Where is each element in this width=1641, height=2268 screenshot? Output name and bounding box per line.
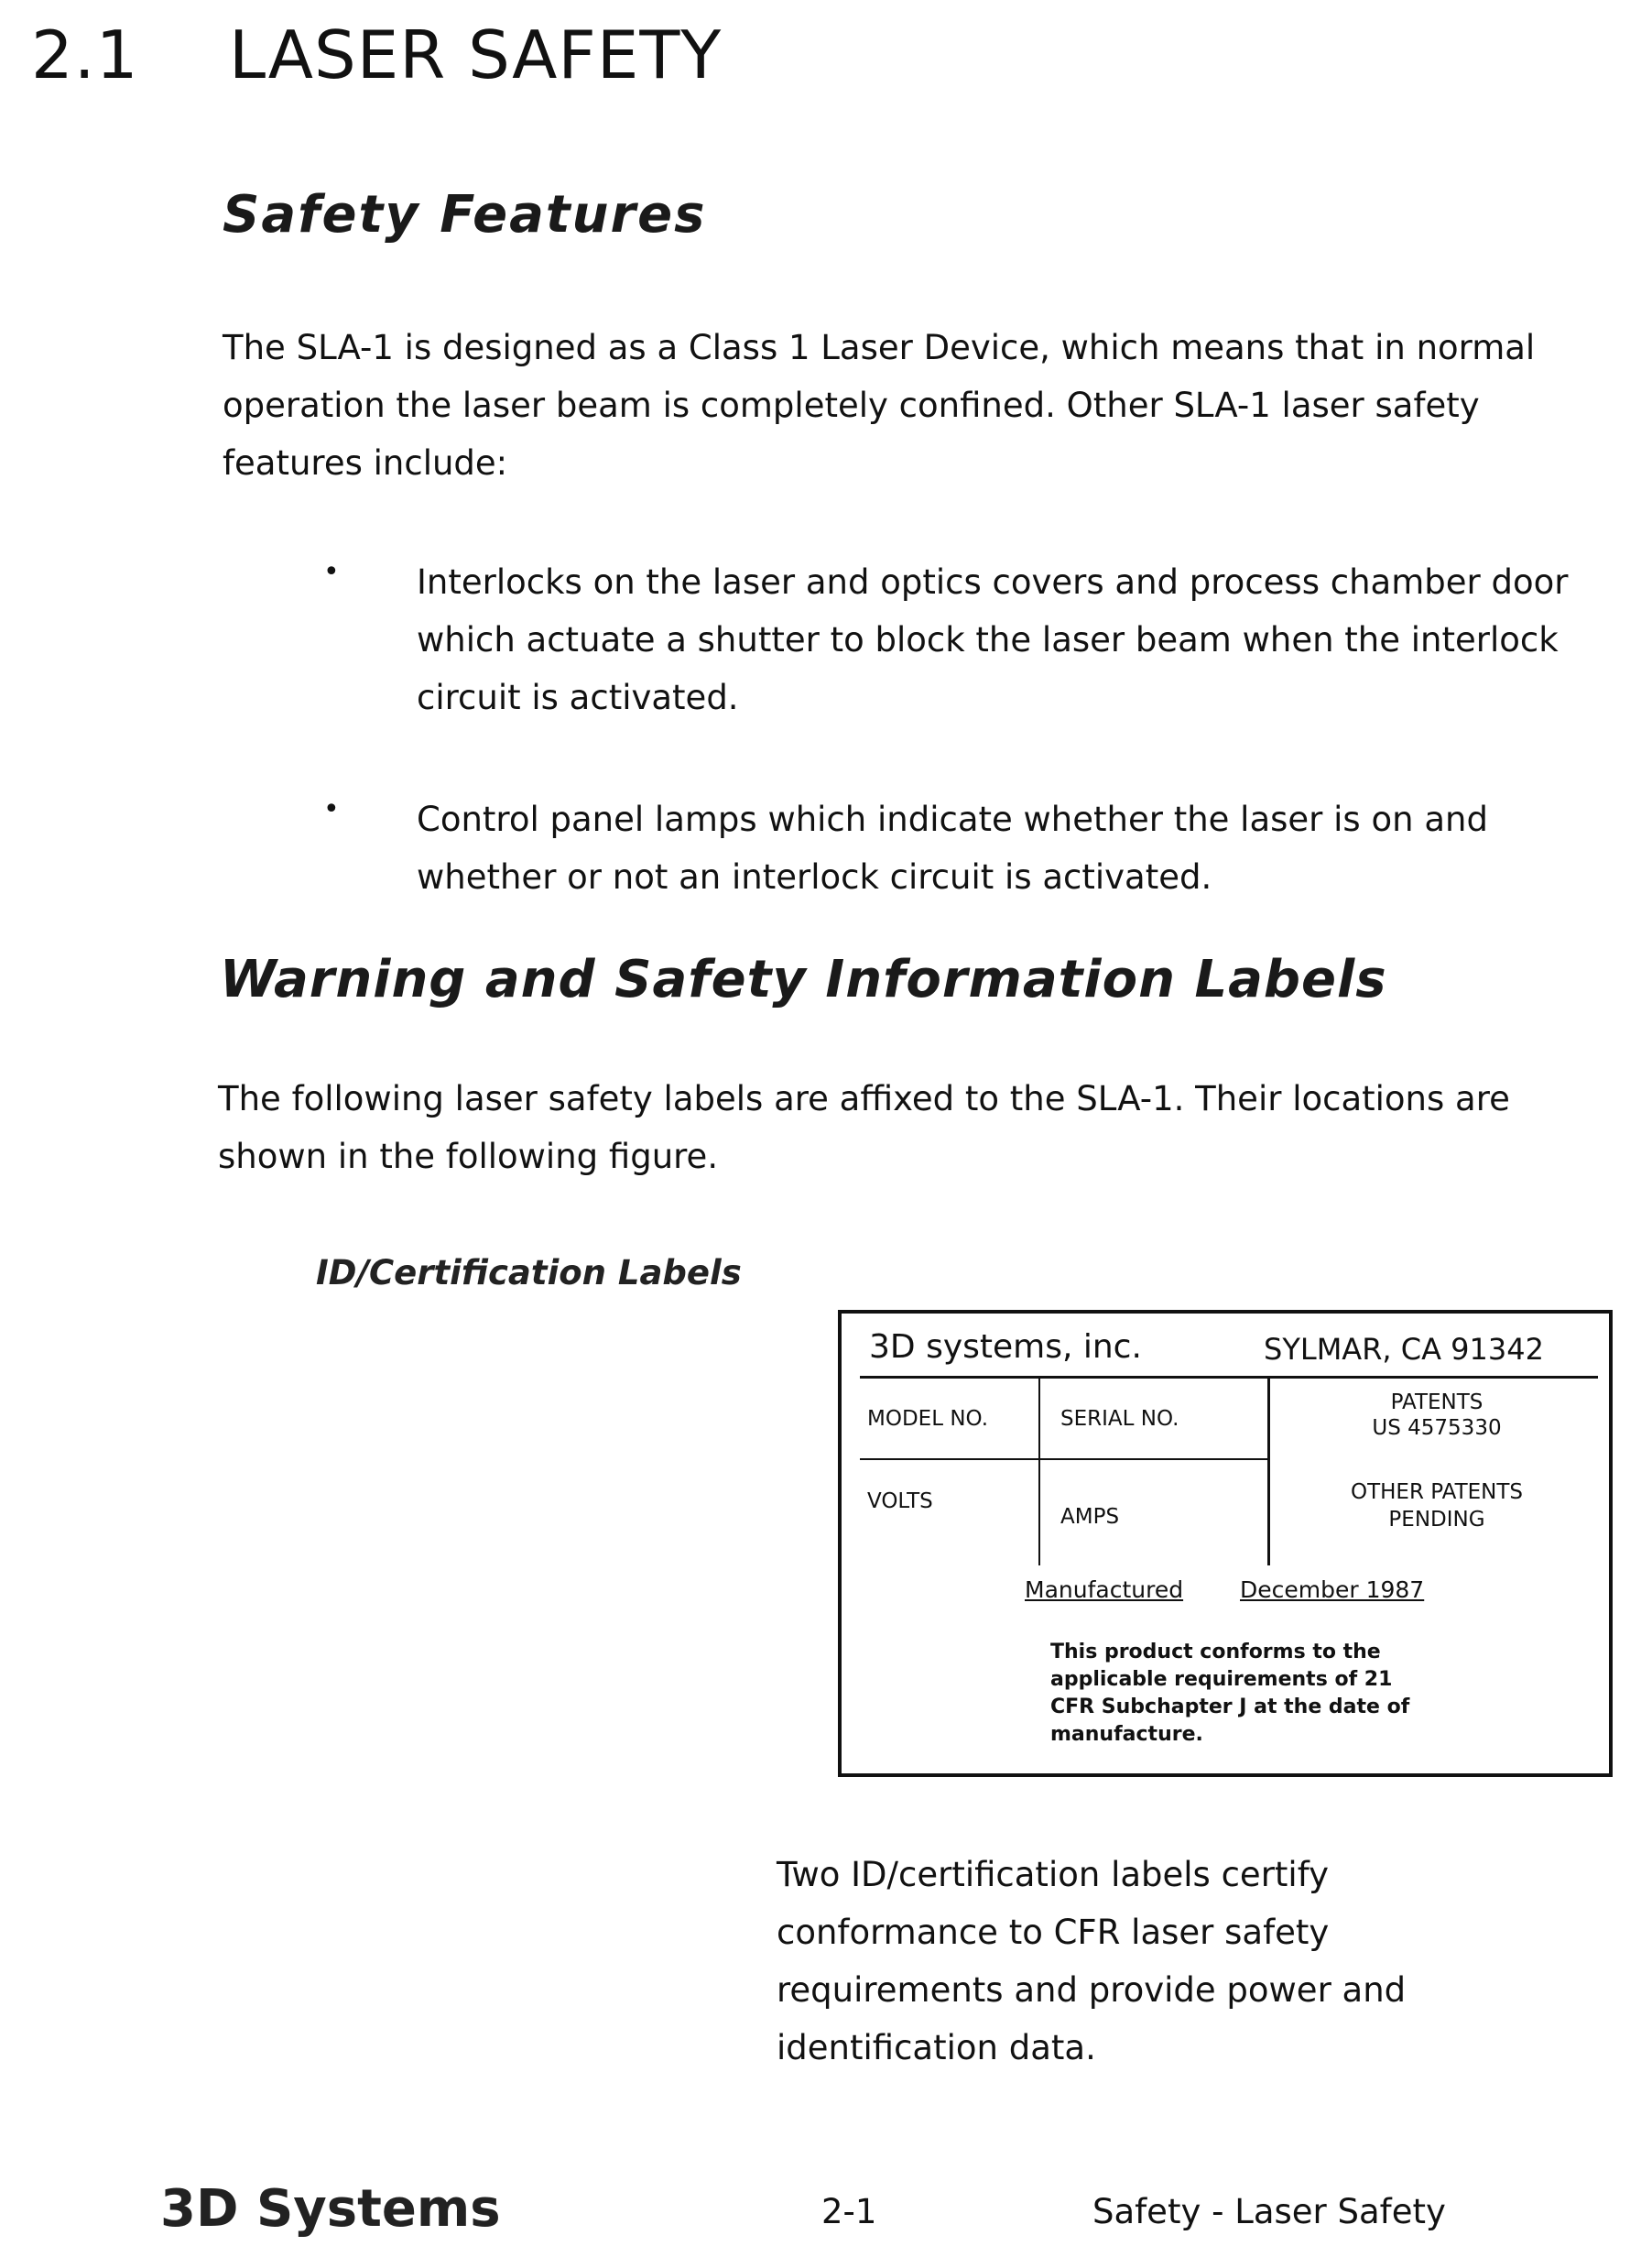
label-serial-no: SERIAL NO. <box>1060 1405 1179 1433</box>
label-patents: PATENTS <box>1290 1389 1583 1416</box>
section-title: LASER SAFETY <box>229 9 722 101</box>
section-number: 2.1 <box>31 9 139 101</box>
label-divider-vert-2 <box>1267 1378 1270 1565</box>
label-conformance-statement: This product conforms to the applicable requirements of 21 CFR Subchapter J at the date of manufacture. <box>1050 1639 1435 1749</box>
footer-section-name: Safety - Laser Safety <box>1092 2185 1446 2240</box>
label-address: SYLMAR, CA 91342 <box>1264 1326 1544 1372</box>
label-manufacture-date: December 1987 <box>1240 1576 1424 1605</box>
label-model-no: MODEL NO. <box>867 1405 988 1433</box>
label-divider-vert-1 <box>1038 1378 1040 1565</box>
footer-page-number: 2-1 <box>821 2185 876 2240</box>
certification-label <box>838 1310 1613 1777</box>
label-company: 3D systems, inc. <box>869 1325 1142 1370</box>
certification-caption: Two ID/certification labels certify conformance to CFR laser safety requirements and provide power and identification data. <box>777 1846 1527 2077</box>
label-divider-top <box>860 1376 1598 1379</box>
label-divider-mid <box>860 1458 1267 1460</box>
safety-features-heading: Safety Features <box>223 179 706 252</box>
safety-features-intro: The SLA-1 is designed as a Class 1 Laser Device, which means that in normal operation the laser beam is completely confined. Other SLA-1 laser safety features include: <box>223 319 1596 492</box>
warning-labels-intro: The following laser safety labels are affixed to the SLA-1. Their locations are shown in the following figure. <box>218 1070 1619 1185</box>
label-amps: AMPS <box>1060 1503 1119 1531</box>
bullet-control-panel: Control panel lamps which indicate whether the laser is on and whether or not an interlock circuit is activated. <box>417 791 1598 906</box>
id-certification-subheading: ID/Certification Labels <box>316 1246 742 1301</box>
warning-labels-heading: Warning and Safety Information Labels <box>220 943 1387 1017</box>
bullet-marker: • <box>323 793 340 825</box>
label-patent-number: US 4575330 <box>1290 1414 1583 1442</box>
label-pending: PENDING <box>1290 1506 1583 1533</box>
bullet-marker: • <box>323 556 340 588</box>
bullet-interlocks: Interlocks on the laser and optics covers and process chamber door which actuate a shutter to block the laser beam when the interlock circuit is activated. <box>417 553 1598 726</box>
label-other-patents: OTHER PATENTS <box>1290 1478 1583 1506</box>
document-page <box>0 0 1641 2268</box>
label-manufactured: Manufactured <box>1025 1576 1183 1605</box>
footer-brand: 3D Systems <box>160 2173 501 2246</box>
label-volts: VOLTS <box>867 1488 933 1515</box>
